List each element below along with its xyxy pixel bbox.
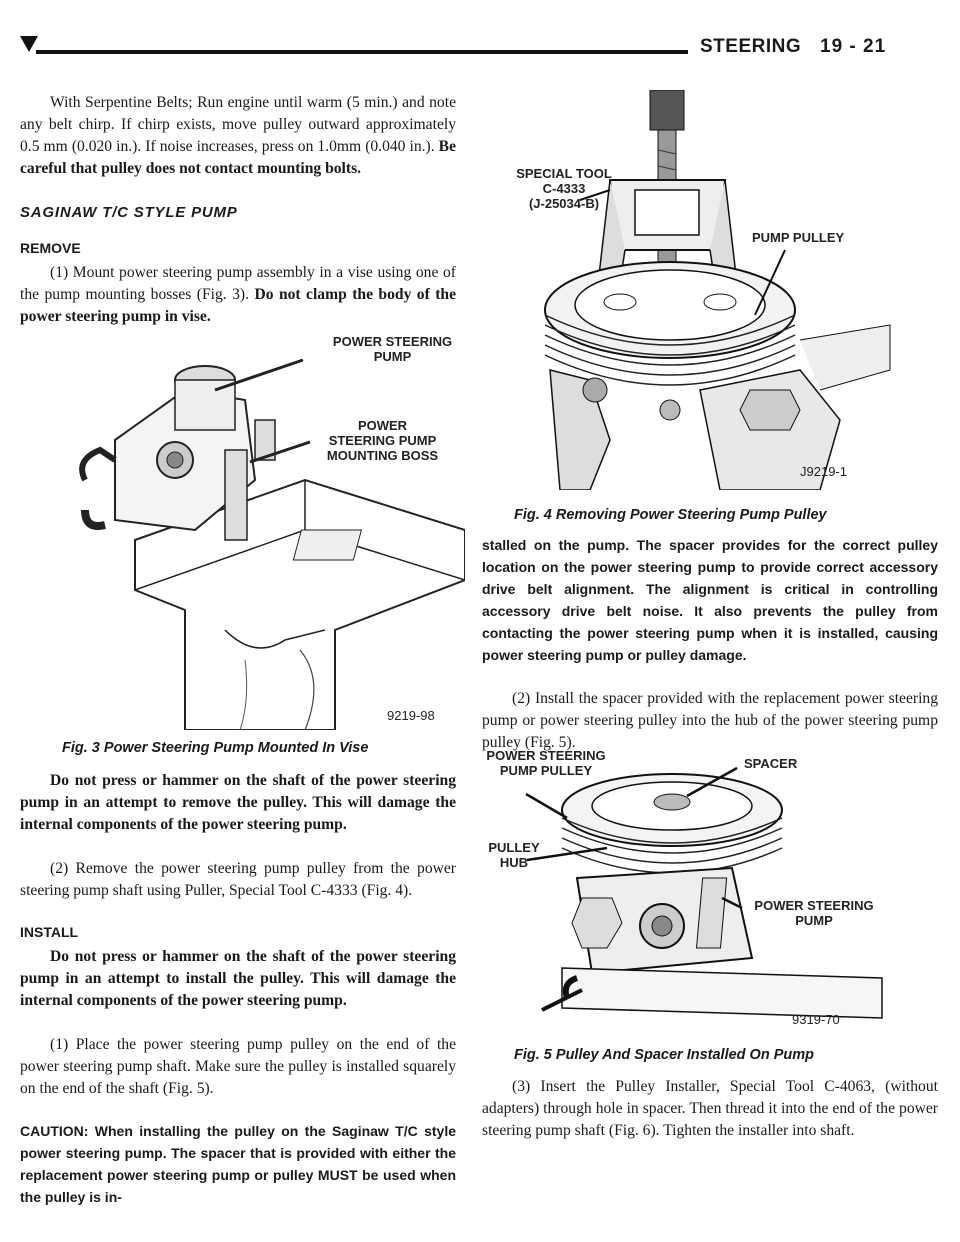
figure-3 [75,330,465,730]
remove-warning-text: Do not press or hammer on the shaft of the power steering pump in an attempt to remove the pulley. This will damage the internal components of the power steering pump. [20,772,456,833]
header-rule [36,50,688,54]
remove-heading: REMOVE [20,240,81,256]
figure-3-illustration [75,330,465,730]
install-step-3 [482,1076,938,1142]
fig4-label-pulley: PUMP PULLEY [752,230,845,245]
install-step-1 [20,1034,456,1100]
install-step-2-text: (2) Install the spacer provided with the replacement power steering pump or power steering pulley into the hub of the power steering pump pulley (Fig. 5). [482,690,938,751]
figure-5 [482,748,902,1036]
fig5-hub-line-2: HUB [499,855,529,870]
figure-4-illustration [500,90,900,490]
pump-section-heading: SAGINAW T/C STYLE PUMP [20,204,238,221]
install-warning-text: Do not press or hammer on the shaft of the power steering pump in an attempt to install the pulley. This will damage the internal components of the power steering pump. [20,948,456,1009]
left-intro [20,92,456,180]
figure-4 [500,90,900,490]
caution-continued [482,534,938,666]
remove-step-1-warning: Do not clamp the body of the power steering pump in vise. [20,286,457,325]
remove-step-1 [20,262,456,328]
fig5-pulley-line-2: PUMP PULLEY [499,763,593,778]
fig3-caption: Fig. 3 Power Steering Pump Mounted In Vise [62,740,369,756]
fig3-label-boss: POWER STEERING PUMP MOUNTING BOSS [326,418,439,463]
fig5-pulley-line-1: POWER STEERING [486,748,606,763]
remove-step-2 [20,858,456,902]
intro-text: With Serpentine Belts; Run engine until warm (5 min.) and note any belt chirp. If chirp exists, move pulley outward approximately 0.5 mm (0.020 in.). If noise increases, press on 1.0mm (0.040 in.). [20,94,456,155]
fig4-tool-line-1: SPECIAL TOOL [516,166,612,181]
install-step-1-text: (1) Place the power steering pump pulley on the end of the power steering pump shaft. Make sure the pulley is installed squarely on the end of the shaft (Fig. 5). [20,1036,456,1097]
fig5-label-pump [754,898,874,928]
fig5-code: 9319-70 [792,1012,840,1027]
fig5-label-pulley [486,748,606,778]
fig3-label-pump: POWER STEERING PUMP [332,334,453,364]
remove-step-1-text: (1) Mount power steering pump assembly in a vise using one of the pump mounting bosses (Fig. 3). [20,264,456,303]
caution-text: CAUTION: When installing the pulley on the Saginaw T/C style power steering pump. The spacer that is provided with either the replacement power steering pump or pulley MUST be used when the pulley is in- [20,1123,456,1205]
install-heading: INSTALL [20,924,79,940]
install-warning [20,946,456,1012]
fig4-tool-line-2: C-4333 [542,181,586,196]
fig5-pump-line-2: PUMP [795,913,833,928]
fig3-code: 9219-98 [387,708,435,723]
install-step-3-text: (3) Insert the Pulley Installer, Special Tool C-4063, (without adapters) through hole in spacer. Then thread it into the end of the power steering pump shaft (Fig. 6). Tighten the installer into shaft. [482,1078,938,1139]
intro-warning: Be careful that pulley does not contact mounting bolts. [20,138,456,177]
fig5-label-spacer: SPACER [744,756,798,771]
figure-5-illustration [482,748,902,1036]
intro-paragraph [20,92,456,180]
fig5-hub-line-1: PULLEY [488,840,540,855]
page-number: 19 - 21 [820,36,887,57]
fig5-pump-line-1: POWER STEERING [754,898,874,913]
section-title: STEERING [700,36,802,57]
install-step-2 [482,688,938,754]
fig4-caption: Fig. 4 Removing Power Steering Pump Pulley [514,507,827,523]
caution-paragraph [20,1120,456,1208]
remove-step-2-text: (2) Remove the power steering pump pulley from the power steering pump shaft using Puller, Special Tool C-4333 (Fig. 4). [20,860,456,899]
fig4-label-tool [514,166,614,211]
remove-warning [20,770,456,836]
caution-continued-text: stalled on the pump. The spacer provides for the correct pulley location on the power steering pump to provide correct accessory drive belt alignment. The alignment is critical in controlling accessory drive belt noise. It also prevents the pulley from contacting the power steering pump when it is installed, causing power steering pump or pulley damage. [482,537,938,663]
fig4-code: J9219-1 [800,464,847,479]
fig4-tool-line-3: (J-25034-B) [528,196,600,211]
fig5-caption: Fig. 5 Pulley And Spacer Installed On Pump [514,1047,814,1063]
fig5-label-hub [486,840,542,870]
